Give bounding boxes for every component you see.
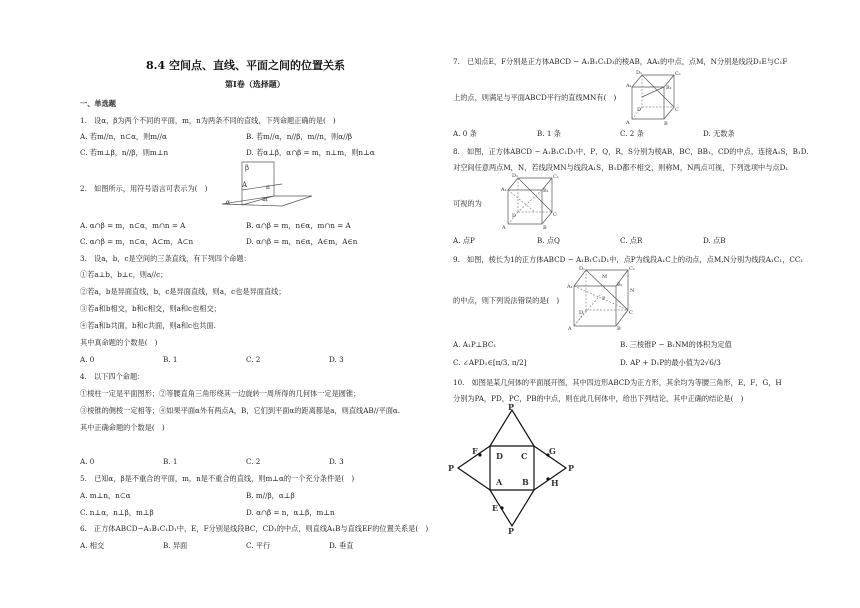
fig9-label-10: N: [630, 288, 635, 294]
q2-option-b: B. α∩β = m，n∈α，m∩n = A: [246, 221, 351, 230]
q5-option-a: A. m⊥n，n⊂α: [80, 491, 131, 500]
fig10-label-11: P: [508, 526, 515, 536]
q1-option-a: A. 若m//n，n⊂α，则m//α: [80, 132, 167, 141]
fig10-label-5: A: [496, 477, 503, 487]
q10-stem: 10. 如图是某几何体的平面展开图，其中四边形ABCD为正方形，其余均为等腰三角形，E，F，G，H: [453, 378, 782, 387]
fig8-label-2: A₁: [501, 187, 507, 193]
fig2-label-3: n: [266, 184, 270, 191]
q9-cube-figure: [566, 264, 636, 330]
q9-stem: 9. 如图，棱长为1的正方体ABCD − A₁B₁C₁D₁中，点P为线段A₁C上的动点，点M,N分别为线段A₁C₁，CC₁: [453, 255, 804, 264]
fig10-label-8: E: [492, 503, 499, 513]
q5-option-c: C. n⊥α，n⊥β，m⊥β: [80, 508, 154, 517]
q1-option-b: B. 若m//α，n//β，m//n，则α//β: [246, 132, 353, 141]
q2-planes-figure: [222, 160, 332, 210]
q4-option-c: C. 2: [246, 457, 261, 466]
fig8-label-5: C: [553, 212, 557, 218]
fig9-label-7: B: [617, 326, 621, 332]
fig10-label-7: H: [551, 478, 559, 488]
fig2-label-2: m: [262, 196, 268, 203]
q5-option-d: D. α∩β = n，α⊥β，m⊥n: [246, 508, 335, 517]
section-heading: 一、单选题: [80, 99, 116, 108]
fig10-label-2: D: [496, 451, 503, 461]
q9-option-a: A. A₁P⊥BC₁: [453, 340, 497, 349]
q3-option-c: C. 2: [246, 355, 261, 364]
fig9-label-2: A₁: [567, 284, 573, 290]
fig8-label-0: D₁: [512, 173, 519, 179]
q8-option-b: B. 点Q: [537, 236, 560, 245]
q8-option-a: A. 点P: [453, 236, 475, 245]
fig9-label-4: D: [579, 310, 584, 316]
q2-option-d: D. α∩β = m，n∈α，A∈m，A∈n: [246, 237, 358, 246]
page-title: 8.4 空间点、直线、平面之间的位置关系: [146, 59, 345, 72]
fig7-label-0: A₁: [626, 83, 632, 89]
q3-stem: 3. 设a，b，c是空间的三条直线，有下列四个命题：: [80, 254, 251, 263]
fig7-label-3: D₁: [636, 70, 643, 76]
q3-statement-4: ④若a和b共面，b和c共面，则a和c也共面.: [80, 321, 216, 330]
fig10-label-6: B: [522, 477, 529, 487]
point-f: [478, 453, 481, 456]
q3-statement-2: ②若a，b是异面直线，b，c是异面直线，则a，c也是异面直线；: [80, 287, 286, 296]
q8-option-d: D. 点B: [703, 236, 726, 245]
q9-option-d: D. AP + D₁P的最小值为2√6/3: [620, 358, 721, 367]
q7-option-a: A. 0 条: [453, 129, 477, 138]
fig7-label-2: C₁: [675, 71, 681, 77]
fig10-label-0: P: [508, 402, 515, 412]
q10-net-figure: [448, 404, 578, 534]
q6-option-a: A. 相交: [80, 541, 105, 550]
q7-stem: 7. 已知点E，F分别是正方体ABCD − A₁B₁C₁D₁的棱AB，AA₁的中点，点M，N分别是线段D₁E与C₁F: [453, 57, 788, 66]
q2-option-c: C. α∩β = m，n⊂α，A⊂m，A⊂n: [80, 237, 194, 246]
q4-question: 其中正确命题的个数是( ): [80, 423, 165, 432]
q9-option-c: C. ∠APD₁∈[π/3, π/2]: [453, 358, 527, 367]
fig8-label-1: C₁: [553, 174, 559, 180]
fig9-label-9: M: [602, 274, 608, 280]
fig10-label-4: G: [549, 446, 556, 456]
q3-option-a: A. 0: [80, 355, 95, 364]
fig7-label-7: D: [637, 107, 642, 113]
fig8-label-6: A: [502, 225, 506, 231]
q1-stem: 1. 设α，β为两个不同的平面，m，n为两条不同的直线，下列命题正确的是( ): [80, 116, 336, 125]
q7-option-c: C. 2 条: [620, 129, 644, 138]
q9-stem-line2: 的中点，则下列说法错误的是( ): [453, 296, 560, 305]
q4-statements-2: ③棱锥的侧棱一定相等；④如果平面α外有两点A，B，它们到平面α的距离都是a，则直线AB//平面α.: [80, 406, 401, 415]
q7-option-b: B. 1 条: [537, 129, 561, 138]
fig7-label-1: B₁: [666, 85, 672, 91]
q2-stem: 2. 如图所示，用符号语言可表示为( ): [80, 184, 208, 193]
q7-cube-figure: [624, 67, 684, 127]
q8-stem-line3: 可视的为: [453, 199, 482, 208]
fig7-label-5: B: [664, 121, 668, 127]
fig9-label-6: A: [568, 326, 572, 332]
fig10-label-10: P: [568, 463, 575, 473]
q8-stem: 8. 如图，正方体ABCD − A₁B₁C₁D₁中，P，Q，R，S分别为棱AB，BC，BB₁，CD的中点，连接A₁S，B₁D.: [453, 147, 809, 156]
q3-statement-1: ①若a⊥b，b⊥c，则a//c；: [80, 270, 168, 279]
fig9-label-8: P: [602, 296, 606, 302]
fig9-label-3: B₁: [617, 282, 623, 288]
q1-option-c: C. 若m⊥β，n//β，则m⊥n: [80, 148, 169, 157]
fig10-label-9: P: [448, 463, 455, 473]
q6-stem: 6. 正方体ABCD−A₁B₁C₁D₁中，E，F分别是线段BC，CD₁的中点，则直线A₁B与直线EF的位置关系是( ): [80, 524, 429, 533]
q7-option-d: D. 无数条: [703, 129, 735, 138]
q6-option-b: B. 异面: [163, 541, 188, 550]
q3-option-b: B. 1: [163, 355, 178, 364]
fig7-label-6: C: [675, 107, 679, 113]
fig10-label-1: F: [472, 446, 478, 456]
q3-statement-3: ③若a和b相交，b和c相交，则a和c也相交；: [80, 304, 221, 313]
volume-heading: 第Ⅰ卷（选择题）: [225, 79, 285, 89]
q4-option-b: B. 1: [163, 457, 178, 466]
fig7-label-4: A: [626, 120, 630, 126]
fig9-label-1: C₁: [629, 266, 635, 272]
q8-option-c: C. 点R: [620, 236, 643, 245]
fig2-label-0: β: [245, 164, 250, 172]
fig2-label-4: α: [226, 199, 231, 206]
q1-option-d: D. 若α⊥β，α∩β = m，n⊥m，则n⊥α: [246, 148, 375, 157]
q4-option-d: D. 3: [329, 457, 344, 466]
q2-option-a: A. α∩β = m，n⊂α，m∩n = A: [80, 221, 186, 230]
q3-option-d: D. 3: [329, 355, 344, 364]
fig8-label-3: B₁: [543, 188, 549, 194]
q4-stem: 4. 以下四个命题：: [80, 372, 145, 381]
fig8-label-4: D: [512, 213, 517, 219]
q3-question: 其中真命题的个数是( ): [80, 338, 158, 347]
fig9-label-5: C: [629, 310, 633, 316]
q4-option-a: A. 0: [80, 457, 95, 466]
fig9-label-0: D₁: [579, 266, 586, 272]
q5-stem: 5. 已知α，β是不重合的平面，m，n是不重合的直线，则m⊥α的一个充分条件是( ): [80, 474, 355, 483]
q7-stem-line2: 上的点，则满足与平面ABCD平行的直线MN有( ): [453, 93, 617, 102]
q6-option-c: C. 平行: [246, 541, 271, 550]
fig2-label-1: A: [242, 181, 248, 189]
q6-option-d: D. 垂直: [329, 541, 354, 550]
q5-option-b: B. m//β，α⊥β: [246, 491, 295, 500]
fig8-label-7: B: [543, 225, 547, 231]
q8-cube-figure: [500, 170, 562, 230]
fig10-label-3: C: [521, 451, 528, 461]
point-h: [546, 477, 549, 480]
q10-stem-line2: 分别为PA，PD，PC，PB的中点，则在此几何体中，给出下列结论，其中正确的结论是( ): [453, 394, 744, 403]
point-e: [500, 506, 503, 509]
q4-statements-1: ①棱柱一定是平面图形；②等腰直角三角形绕其一边旋转一周所得的几何体一定是圆锥；: [80, 389, 361, 398]
q9-option-b: B. 三棱锥P − B₁NM的体积为定值: [620, 340, 732, 349]
q8-stem-line2: 对空间任意两点M，N，若线段MN与线段A₁S，B₁D都不相交，则称M，N两点可视，下列选项中与点D₁: [453, 163, 789, 172]
line-n: [242, 184, 282, 190]
